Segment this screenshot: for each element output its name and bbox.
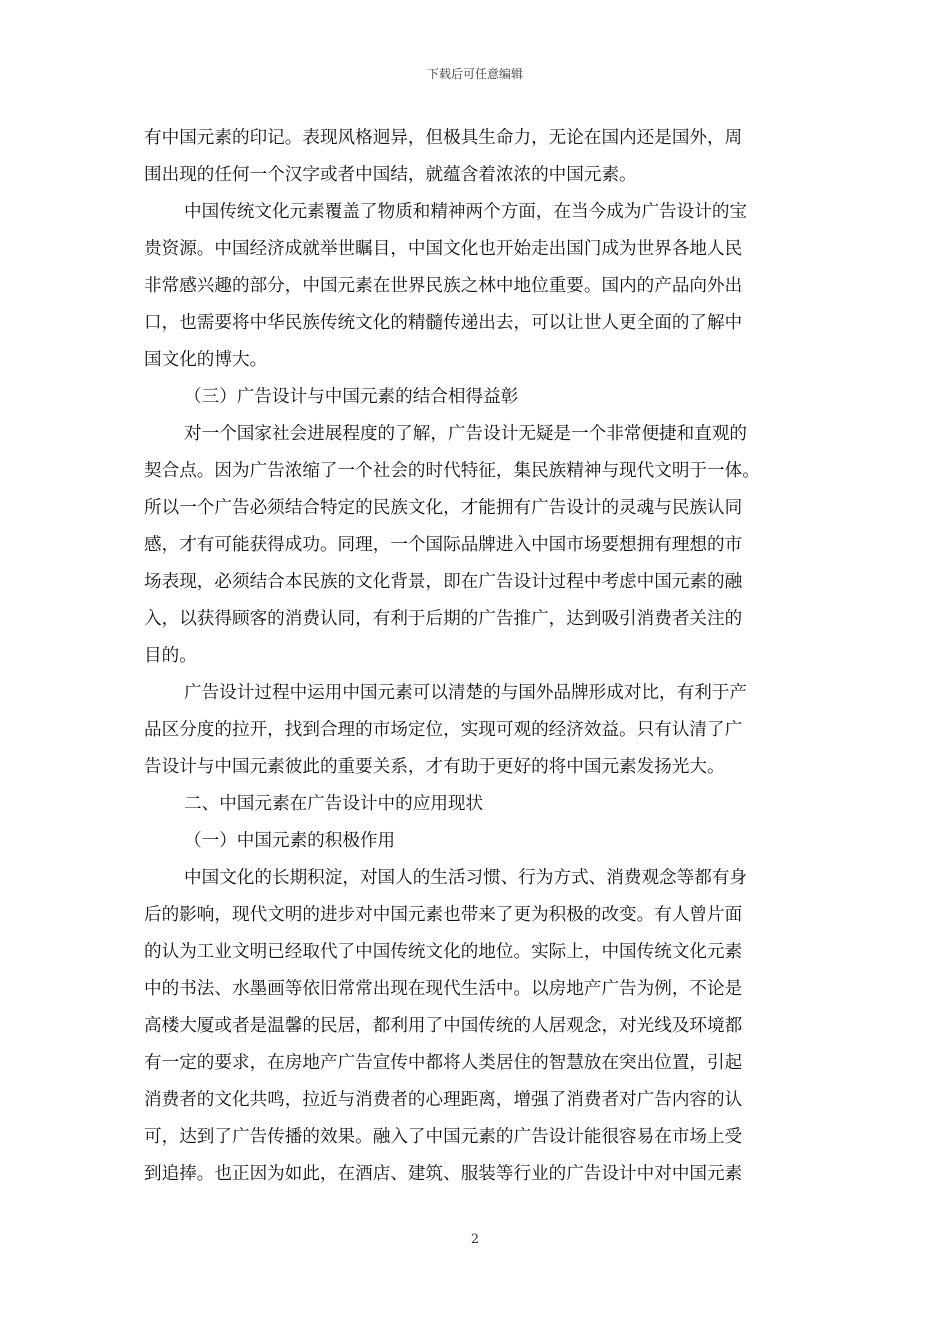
page-header: 下载后可任意编辑: [426, 67, 523, 81]
paragraph-start-line: 中国传统文化元素覆盖了物质和精神两个方面，在当今成为广告设计的宝: [184, 202, 748, 222]
paragraph-start-line: 中国文化的长期积淀，对国人的生活习惯、行为方式、消费观念等都有身: [184, 868, 748, 888]
text-line: 消费者的文化共鸣，拉近与消费者的心理距离，增强了消费者对广告内容的认: [144, 1090, 743, 1110]
text-line: 告设计与中国元素彼此的重要关系，才有助于更好的将中国元素发扬光大。: [144, 757, 725, 777]
text-line: 后的影响，现代文明的进步对中国元素也带来了更为积极的改变。有人曾片面: [144, 905, 743, 925]
text-line: 品区分度的拉开，找到合理的市场定位，实现可观的经济效益。只有认清了广: [144, 720, 743, 740]
text-line: 契合点。因为广告浓缩了一个社会的时代特征，集民族精神与现代文明于一体。: [144, 461, 760, 481]
paragraph-start-line: 对一个国家社会进展程度的了解，广告设计无疑是一个非常便捷和直观的: [184, 424, 748, 444]
text-line: 高楼大厦或者是温馨的民居，都利用了中国传统的人居观念，对光线及环境都: [144, 1016, 743, 1036]
text-line: 围出现的任何一个汉字或者中国结，就蕴含着浓浓的中国元素。: [144, 165, 637, 185]
page-number: 2: [470, 1232, 480, 1247]
text-line: 非常感兴趣的部分，中国元素在世界民族之林中地位重要。国内的产品向外出: [144, 276, 743, 296]
chapter-heading: 二、中国元素在广告设计中的应用现状: [184, 794, 484, 814]
paragraph-start-line: 广告设计过程中运用中国元素可以清楚的与国外品牌形成对比，有利于产: [184, 683, 748, 703]
section-heading: （一）中国元素的积极作用: [184, 831, 396, 851]
text-line: 口，也需要将中华民族传统文化的精髓传递出去，可以让世人更全面的了解中: [144, 313, 743, 333]
text-line: 入，以获得顾客的消费认同，有利于后期的广告推广，达到吸引消费者关注的: [144, 609, 743, 629]
text-line: 目的。: [144, 646, 197, 666]
section-heading: （三）广告设计与中国元素的结合相得益彰: [184, 387, 519, 407]
text-line: 有中国元素的印记。表现风格迥异，但极具生命力，无论在国内还是国外，周: [144, 128, 743, 148]
text-line: 贵资源。中国经济成就举世瞩目，中国文化也开始走出国门成为世界各地人民: [144, 239, 743, 259]
text-line: 所以一个广告必须结合特定的民族文化，才能拥有广告设计的灵魂与民族认同: [144, 498, 743, 518]
text-line: 场表现，必须结合本民族的文化背景，即在广告设计过程中考虑中国元素的融: [144, 572, 743, 592]
text-line: 国文化的博大。: [144, 350, 268, 370]
text-line: 中的书法、水墨画等依旧常常出现在现代生活中。以房地产广告为例，不论是: [144, 979, 743, 999]
text-line: 有一定的要求，在房地产广告宣传中都将人类居住的智慧放在突出位置，引起: [144, 1053, 743, 1073]
document-body: [144, 120, 808, 1193]
text-line: 可，达到了广告传播的效果。融入了中国元素的广告设计能很容易在市场上受: [144, 1127, 743, 1147]
text-line: 的认为工业文明已经取代了中国传统文化的地位。实际上，中国传统文化元素: [144, 942, 743, 962]
text-line: 感，才有可能获得成功。同理，一个国际品牌进入中国市场要想拥有理想的市: [144, 535, 743, 555]
text-line: 到追捧。也正因为如此，在酒店、建筑、服装等行业的广告设计中对中国元素: [144, 1164, 743, 1184]
